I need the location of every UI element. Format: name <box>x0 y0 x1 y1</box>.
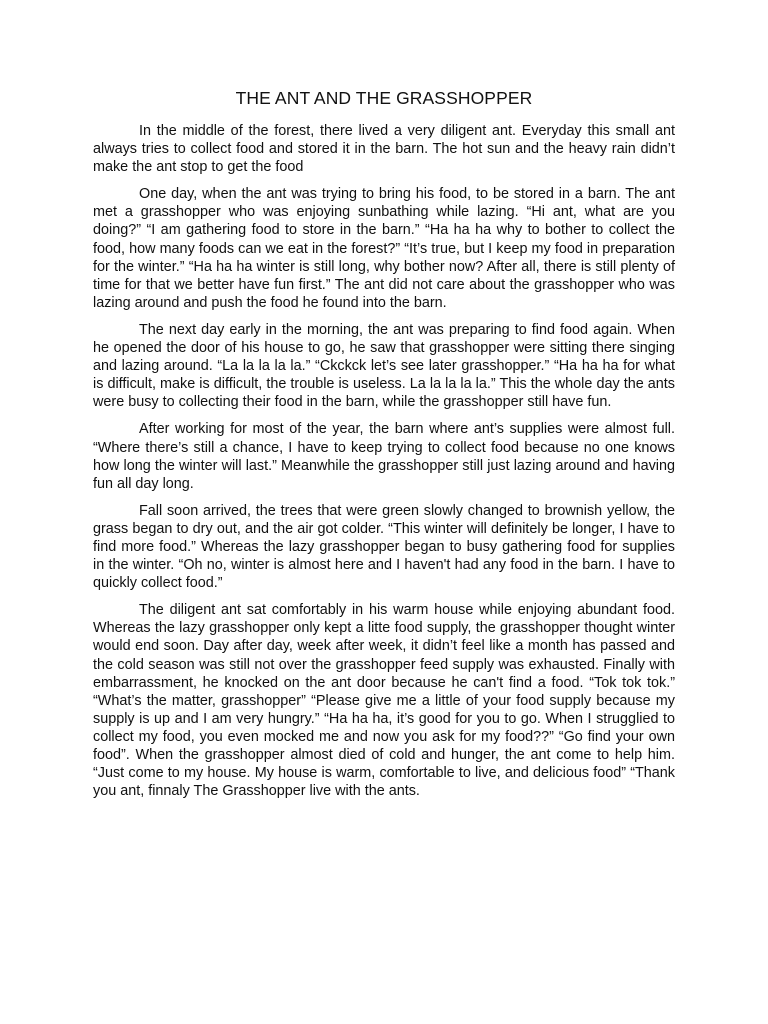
paragraph-4: After working for most of the year, the barn where ant’s supplies were almost full. “Where there’s still a chance, I have to keep trying to collect food because no one knows how long the winter will last.” Meanwhile the grasshopper still just lazing around and having fun all day long. <box>93 421 675 492</box>
paragraph-3: The next day early in the morning, the ant was preparing to find food again. When he opened the door of his house to go, he saw that grasshopper were sitting there singing and lazing around. “La la la la la.” “Ckckck let’s see later grasshopper.” “Ha ha ha for what is difficult, make is difficult, the trouble is useless. La la la la la.” This the whole day the ants were busy to collecting their food in the barn, while the grasshopper still have fun. <box>93 321 675 411</box>
paragraph-1: In the middle of the forest, there lived a very diligent ant. Everyday this small ant always tries to collect food and stored it in the barn. The hot sun and the heavy rain didn’t make the ant stop to get the food <box>93 123 675 176</box>
paragraph-6: The diligent ant sat comfortably in his warm house while enjoying abundant food. Whereas the lazy grasshopper only kept a litte food supply, the grasshopper thought winter would end soon. Day after day, week after week, it didn’t feel like a month has passed and the cold season was still not over the grasshopper feed supply was exhausted. Finally with embarrassment, he knocked on the ant door because he can't find a food. “Tok tok tok.” “What’s the matter, grasshopper” “Please give me a little of your food supply because my supply is up and I am very hungry.” “Ha ha ha, it’s good for you to go. When I strugglied to collect my food, you even mocked me and now you ask for my food??” “Go find your own food”. When the grasshopper almost died of cold and hunger, the ant come to help him. “Just come to my house. My house is warm, comfortable to live, and delicious food” “Thank you ant, finnaly The Grasshopper live with the ants. <box>93 602 675 800</box>
paragraph-5: Fall soon arrived, the trees that were green slowly changed to brownish yellow, the grass began to dry out, and the air got colder. “This winter will definitely be longer, I have to find more food.” Whereas the lazy grasshopper began to busy gathering food for supplies in the winter. “Oh no, winter is almost here and I haven't had any food in the barn. I have to quickly collect food.” <box>93 502 675 592</box>
paragraph-2: One day, when the ant was trying to bring his food, to be stored in a barn. The ant met a grasshopper who was enjoying sunbathing while lazing. “Hi ant, what are you doing?” “I am gathering food to store in the barn.” “Ha ha ha why to bother to collect the food, how many foods can we eat in the forest?” “It’s true, but I keep my food in preparation for the winter.” “Ha ha ha winter is still long, why bother now? After all, there is still plenty of time for that we better have fun first.” The ant did not care about the grasshopper who was lazing around and push the food he found into the barn. <box>93 186 675 311</box>
document-page <box>93 84 675 809</box>
document-title: THE ANT AND THE GRASSHOPPER <box>235 88 533 108</box>
